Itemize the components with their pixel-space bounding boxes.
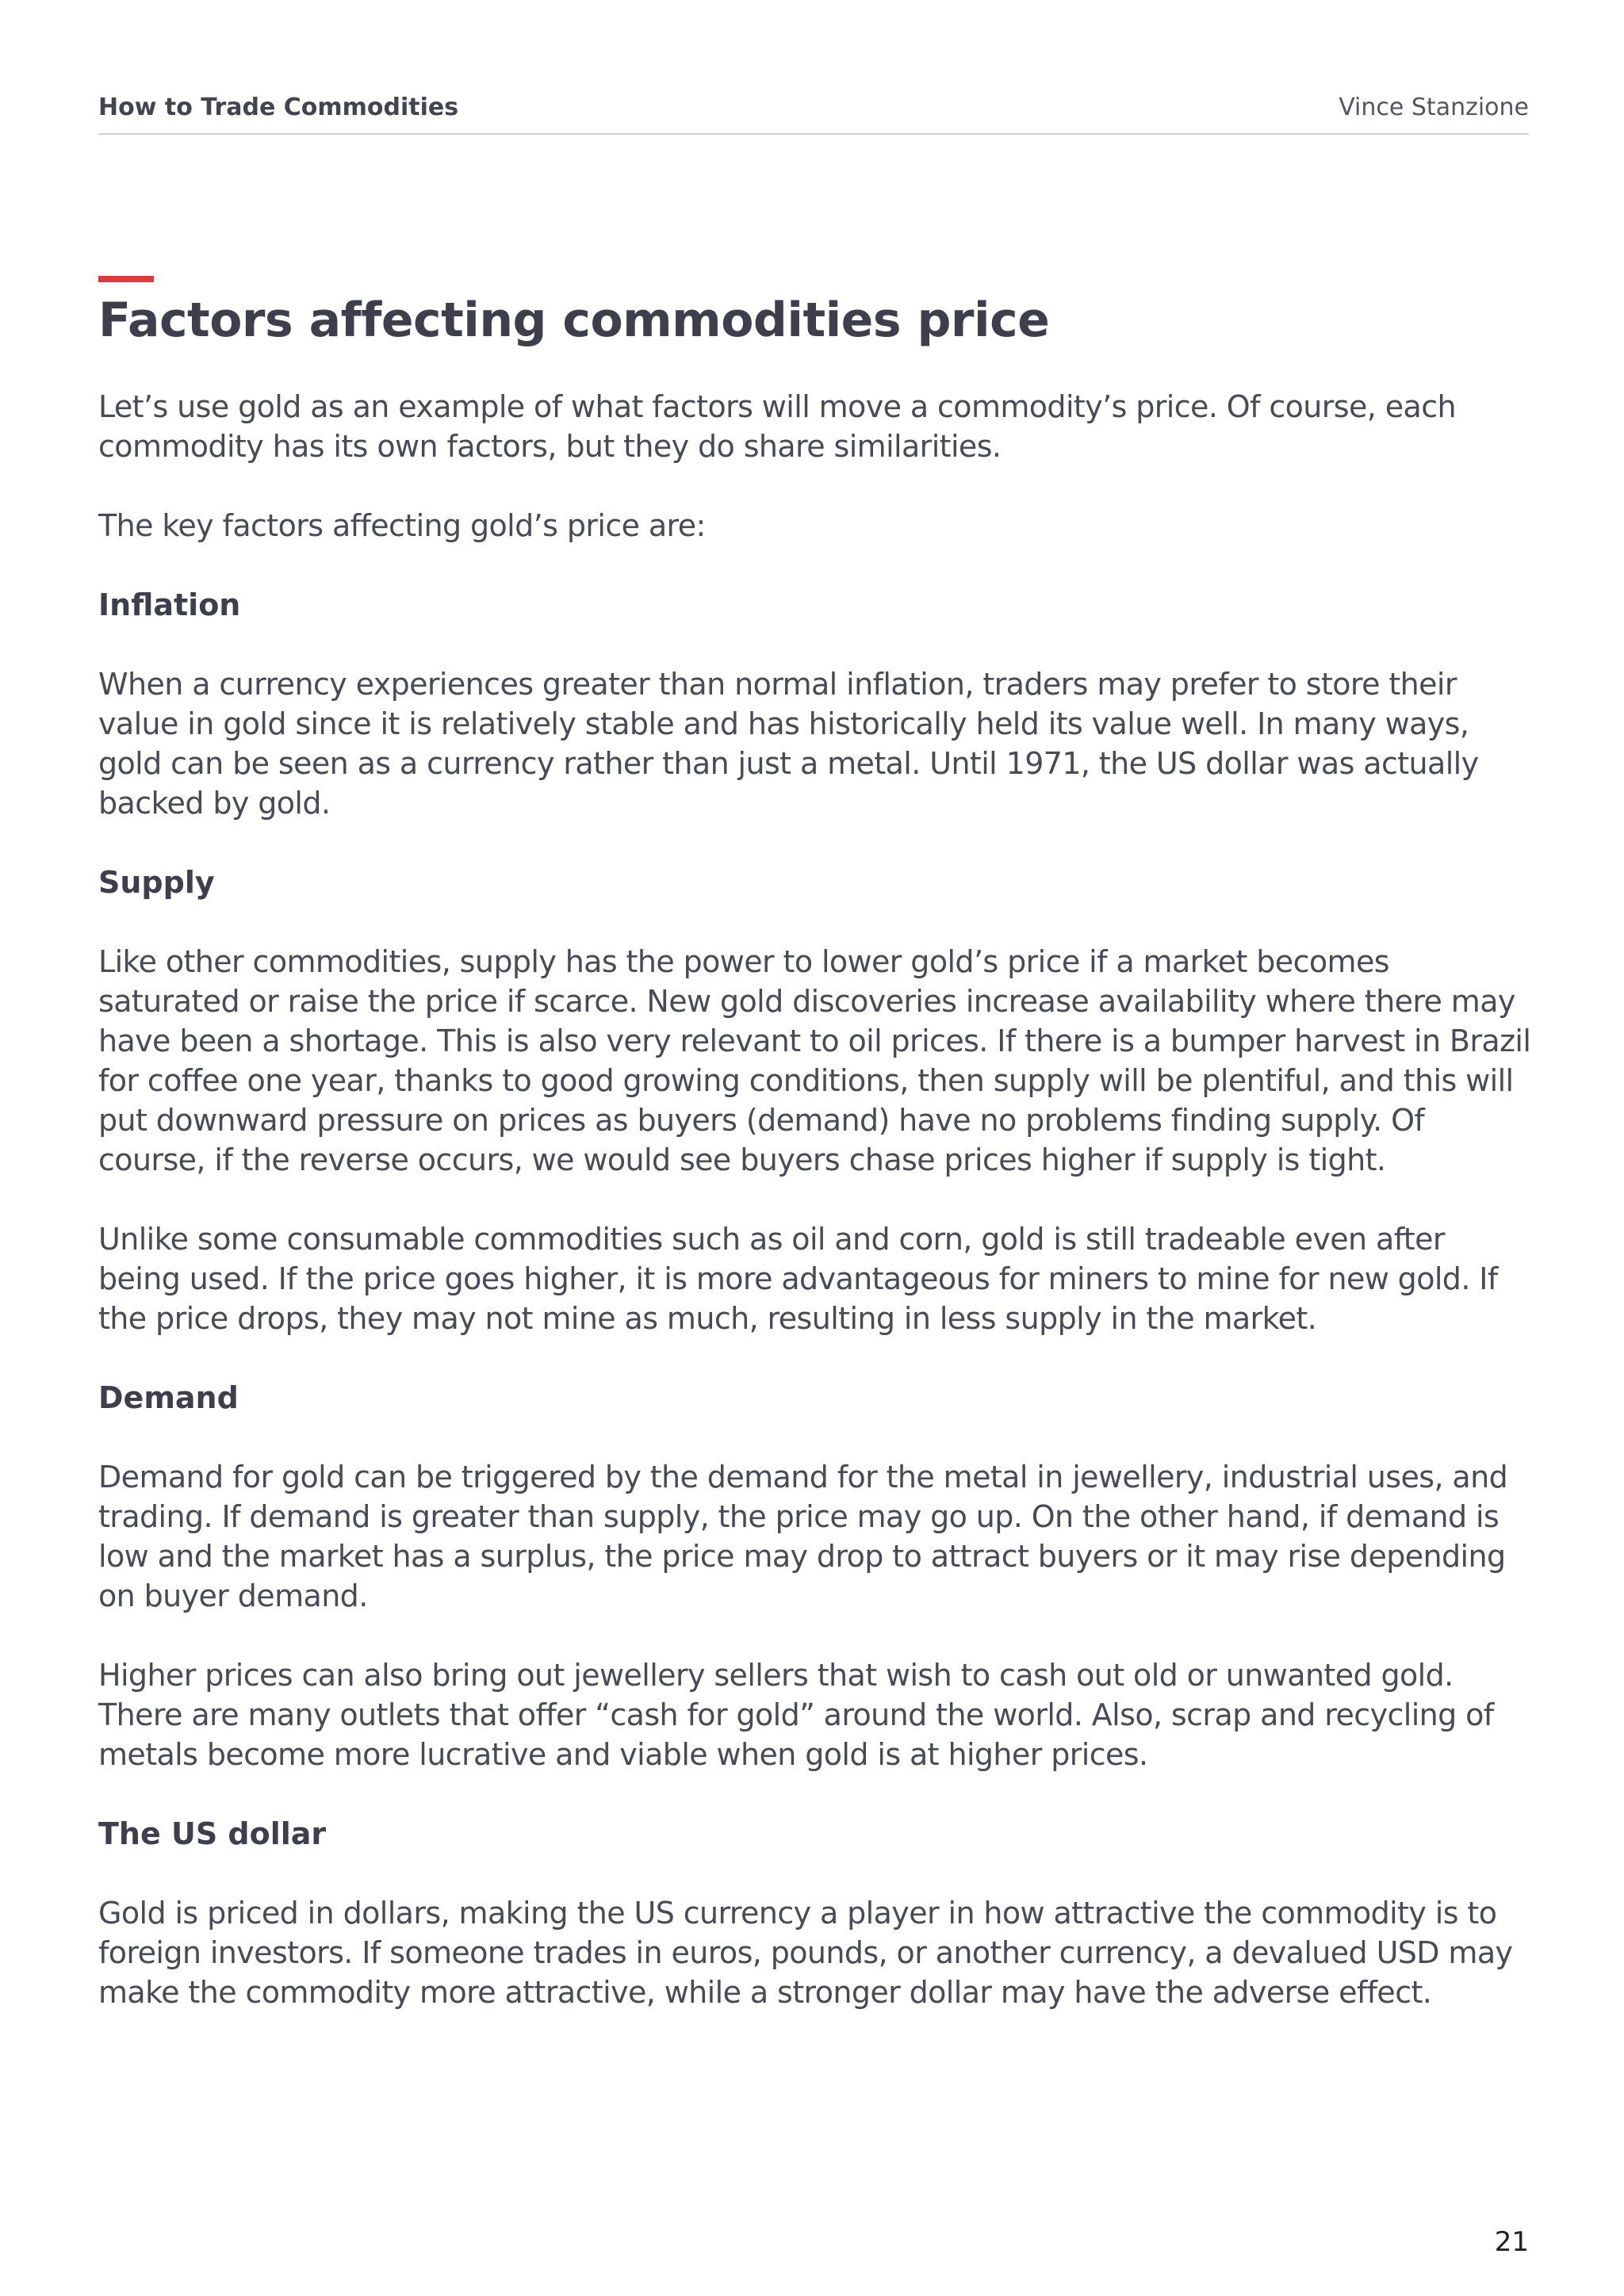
page-content	[98, 276, 1534, 2052]
title-accent-bar	[98, 276, 154, 282]
header-author: Vince Stanzione	[1339, 94, 1529, 121]
inflation-paragraph	[98, 664, 1534, 823]
body-paragraph: When a currency experiences greater than normal inflation, traders may prefer to store their value in gold since it is relatively stable and has historically held its value well. In many ways, gold can be seen as a currency rather than just a metal. Until 1971, the US dollar was actually backed by gold.	[98, 667, 1479, 821]
key-factors-intro	[98, 506, 1534, 545]
section-heading: The US dollar	[98, 1816, 327, 1851]
intro-paragraph	[98, 387, 1534, 466]
page-number: 21	[1494, 2226, 1529, 2258]
us-dollar-paragraph	[98, 1893, 1534, 2012]
body-paragraph: Let’s use gold as an example of what factors will move a commodity’s price. Of course, each commodity has its own factors, but they do share similarities.	[98, 389, 1456, 464]
body-paragraph: Like other commodities, supply has the power to lower gold’s price if a market becomes saturated or raise the price if scarce. New gold discoveries increase availability where there may have been a shortage. This is also very relevant to oil prices. If there is a bumper harvest in Brazil for coffee one year, thanks to good growing conditions, then supply will be plentiful, and this will put downward pressure on prices as buyers (demand) have no problems finding supply. Of course, if the reverse occurs, we would see buyers chase prices higher if supply is tight.	[98, 944, 1531, 1177]
supply-paragraph-1	[98, 942, 1534, 1180]
demand-paragraph-1	[98, 1457, 1534, 1616]
body-paragraph: Higher prices can also bring out jewellery sellers that wish to cash out old or unwanted gold. There are many outlets that offer “cash for gold” around the world. Also, scrap and recycling of metals become more lucrative and viable when gold is at higher prices.	[98, 1658, 1494, 1772]
section-heading-demand	[98, 1378, 1534, 1418]
section-heading: Demand	[98, 1380, 239, 1415]
header-book-title: How to Trade Commodities	[98, 94, 459, 121]
body-paragraph: Demand for gold can be triggered by the demand for the metal in jewellery, industrial uses, and trading. If demand is greater than supply, the price may go up. On the other hand, if demand is low and the market has a surplus, the price may drop to attract buyers or it may rise depending on buyer demand.	[98, 1460, 1508, 1613]
section-heading-supply	[98, 863, 1534, 902]
body-paragraph: Gold is priced in dollars, making the US currency a player in how attractive the commodity is to foreign investors. If someone trades in euros, pounds, or another currency, a devalued USD may make the commodity more attractive, while a stronger dollar may have the adverse effect.	[98, 1896, 1513, 2010]
supply-paragraph-2	[98, 1219, 1534, 1338]
section-heading: Inflation	[98, 587, 241, 622]
page-header	[98, 92, 1529, 135]
section-heading-us-dollar	[98, 1814, 1534, 1854]
page-title: Factors affecting commodities price	[98, 293, 1050, 348]
body-paragraph: The key factors affecting gold’s price are:	[98, 508, 706, 543]
section-heading: Supply	[98, 865, 215, 900]
demand-paragraph-2	[98, 1655, 1534, 1774]
body-paragraph: Unlike some consumable commodities such as oil and corn, gold is still tradeable even after being used. If the price goes higher, it is more advantageous for miners to mine for new gold. If the price drops, they may not mine as much, resulting in less supply in the market.	[98, 1222, 1498, 1336]
section-heading-inflation	[98, 585, 1534, 625]
